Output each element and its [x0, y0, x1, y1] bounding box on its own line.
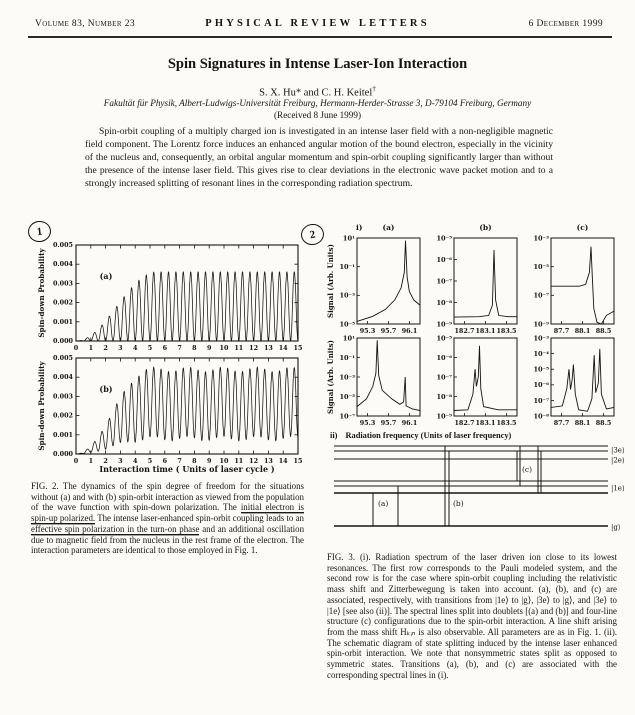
- fig2-caption-underline-1: initial electron is spin-up polarized.: [31, 502, 304, 524]
- transition-label: (c): [522, 465, 533, 474]
- y-tick-label: 0.000: [52, 450, 73, 458]
- spectrum-curve: [357, 340, 420, 410]
- spectrum-curve: [551, 247, 614, 324]
- y-tick-label: 0.005: [52, 354, 73, 362]
- spectrum-y-tick-label: 10¹: [342, 234, 355, 243]
- y-tick-label: 0.002: [52, 411, 73, 420]
- spectrum-y-tick-label: 10⁻¹: [339, 263, 355, 272]
- waveform-(a): [76, 272, 298, 341]
- x-tick-label: 6: [162, 457, 168, 465]
- x-tick-label: 8: [192, 344, 197, 352]
- x-tick-label: 4: [132, 457, 138, 465]
- spectrum-y-tick-label: 10⁻⁸: [436, 298, 452, 307]
- spectrum-y-tick-label: 10⁻⁶: [436, 353, 452, 362]
- spectrum-y-tick-label: 10⁻⁹: [436, 320, 452, 329]
- x-tick-label: 8: [192, 457, 197, 465]
- x-tick-label: 1: [88, 344, 94, 352]
- spectrum-frame: [551, 238, 614, 324]
- x-tick-label: 0: [73, 344, 79, 352]
- spectrum-y-tick-label: 10¹: [342, 334, 355, 343]
- x-tick-label: 10: [219, 344, 229, 352]
- level-label: |g⟩: [611, 523, 621, 532]
- spectrum-y-tick-label: 10⁻⁴: [533, 350, 549, 358]
- spectrum-panel-label: (a): [382, 223, 395, 232]
- paper-authors: [0, 84, 635, 99]
- transition-label: (a): [378, 499, 389, 508]
- x-tick-label: 6: [162, 344, 168, 352]
- figure-2-caption: [31, 481, 304, 556]
- spectrum-y-tick-label: 10⁻⁸: [436, 392, 452, 401]
- spectrum-y-tick-label: 10⁻¹: [339, 353, 355, 362]
- x-tick-label: 15: [293, 457, 303, 465]
- fig2-caption-text: FIG. 2. The dynamics of the spin degree of freedom for the situations without (a) and with (b) spin-orbit interaction as viewed from the population of the wave function with spin-down polarization. The: [31, 481, 304, 513]
- y-axis-title: Spin-down Probability: [37, 361, 46, 451]
- spectrum-x-tick-label: 96.1: [401, 327, 418, 335]
- x-tick-label: 12: [249, 344, 259, 352]
- spectrum-y-tick-label: 10⁻⁵: [436, 234, 452, 243]
- spectrum-y-tick-label: 10⁻⁹: [533, 320, 549, 329]
- fig3-xaxis-label-text: Radiation frequency (Units of laser frequency): [345, 431, 512, 440]
- paper-affiliation: Fakultät für Physik, Albert-Ludwigs-Universität Freiburg, Hermann-Herder-Strasse 3, D-79104 Freiburg, Germany: [103, 98, 532, 108]
- plot-frame: [76, 245, 298, 341]
- y-tick-label: 0.005: [52, 241, 73, 249]
- x-tick-label: 15: [293, 344, 303, 352]
- spectrum-x-tick-label: 87.7: [553, 327, 570, 335]
- spectrum-x-tick-label: 87.7: [553, 419, 570, 427]
- spectrum-y-tick-label: 10⁻⁸: [533, 412, 549, 421]
- journal-name: PHYSICAL REVIEW LETTERS: [205, 18, 430, 29]
- figure-3-caption: FIG. 3. (i). Radiation spectrum of the laser driven ion close to its lowest resonances. The first row corresponds to the Pauli modeled system, and the second row is for the case where spin-orbit coupling including the relativistic mass shift and Zitterbewegung is taken into account. (a), (b), and (c) are associated, respectively, with transitions from |1e⟩ to |g⟩, |3e⟩ to |g⟩, and |3e⟩ to |1e⟩ [see also (ii)]. The spectral lines split into doublets [(a) and (b)] and four-line structure (c) configurations due to the spin-orbit interaction. A line shift arising from the mass shift Hₖᵢₙ is also observable. All parameters are as in Fig. 1. (ii). The schematic diagram of state splitting induced by the intense laser enhanced spin-orbit interaction. We note that nonsymmetric states split as opposed to symmetric states. Transitions (a), (b), and (c) are associated with the corresponding spectral lines in (i).: [327, 552, 617, 680]
- fig3-xaxis-label: [330, 431, 630, 440]
- authors-text: S. X. Hu* and C. H. Keitel: [259, 87, 373, 99]
- spectrum-y-tick-label: 10⁻⁵: [533, 263, 549, 272]
- x-tick-label: 14: [278, 344, 288, 352]
- handwritten-circle-2: 2: [299, 222, 325, 247]
- fig2-caption-text-post: and an additional oscillation due to magnetic field from the nucleus in the rest frame of the electron. The interaction parameters are identical to those employed in Fig. 1.: [31, 523, 305, 556]
- x-tick-label: 14: [278, 457, 288, 465]
- spectrum-x-tick-label: 95.3: [359, 327, 376, 335]
- y-tick-label: 0.003: [52, 279, 73, 288]
- y-tick-label: 0.004: [52, 373, 73, 382]
- x-tick-label: 4: [132, 344, 138, 352]
- fig3-part-ii-label: ii): [330, 431, 338, 440]
- x-tick-label: 11: [234, 457, 244, 465]
- x-tick-label: 10: [219, 457, 229, 465]
- spectrum-y-tick-label: 10⁻⁵: [339, 392, 355, 401]
- fig3-part-i-label: i): [356, 223, 363, 232]
- spectrum-panel-label: (c): [576, 223, 589, 232]
- x-tick-label: 3: [118, 344, 123, 352]
- spectrum-frame: [454, 238, 517, 324]
- paper-abstract: Spin-orbit coupling of a multiply charged ion is investigated in an intense laser field with a non-negligible magnetic field component. The Lorentz force induces an enhanced angular motion of the bound electron, especially in the vicinity of the nucleus and, consequently, an orbital angular momentum and spin-orbit coupling significantly larger than without the presence of the intense laser field. This gives rise to clear deviations in the electronic wave packet motion and to a strongly increased splitting of resonant lines in the corresponding radiation spectrum.: [85, 126, 553, 189]
- figure-2-chart: [32, 240, 308, 480]
- spectrum-x-tick-label: 182.7: [454, 419, 475, 427]
- handwritten-circle-1: 1: [27, 220, 52, 243]
- spectrum-frame: [357, 338, 420, 416]
- x-tick-label: 1: [88, 457, 94, 465]
- spectrum-y-tick-label: 10⁻⁷: [436, 373, 452, 382]
- spectrum-y-tick-label: 10⁻⁷: [436, 277, 452, 286]
- spectrum-frame: [357, 238, 420, 324]
- plot-frame: [76, 358, 298, 454]
- spectrum-x-tick-label: 182.7: [454, 327, 475, 335]
- figure-3-level-diagram: [326, 441, 632, 533]
- x-tick-label: 0: [73, 457, 79, 465]
- transition-label: (b): [453, 499, 464, 508]
- spectrum-x-tick-label: 88.5: [595, 419, 612, 427]
- spectra-y-axis-title: Signal (Arb. Units): [326, 340, 335, 414]
- spectrum-y-tick-label: 10⁻⁶: [533, 381, 549, 390]
- x-tick-label: 5: [147, 344, 153, 352]
- level-label: |2e⟩: [611, 456, 625, 465]
- spectrum-y-tick-label: 10⁻⁷: [533, 396, 549, 405]
- panel-label: (a): [99, 271, 113, 281]
- level-label: |1e⟩: [611, 484, 625, 493]
- level-label: |3e⟩: [611, 446, 625, 455]
- y-tick-label: 0.004: [52, 260, 73, 269]
- waveform-(b): [76, 367, 298, 454]
- spectrum-y-tick-label: 10⁻⁹: [436, 412, 452, 421]
- spectrum-curve: [357, 241, 420, 322]
- spectrum-curve: [454, 346, 517, 411]
- y-tick-label: 0.001: [52, 317, 73, 326]
- x-tick-label: 2: [103, 344, 108, 352]
- x-tick-label: 13: [263, 344, 273, 352]
- x-tick-label: 2: [103, 457, 108, 465]
- received-date: (Received 8 June 1999): [274, 110, 361, 120]
- author-footnote-mark: †: [372, 84, 376, 93]
- spectrum-y-tick-label: 10⁻⁵: [339, 320, 355, 329]
- spectrum-x-tick-label: 95.3: [359, 419, 376, 427]
- y-tick-label: 0.002: [52, 298, 73, 307]
- spectrum-y-tick-label: 10⁻⁵: [533, 365, 549, 374]
- spectrum-y-tick-label: 10⁻³: [339, 291, 355, 300]
- y-tick-label: 0.001: [52, 430, 73, 439]
- spectrum-x-tick-label: 96.1: [401, 419, 418, 427]
- journal-volume: Volume 83, Number 23: [35, 19, 136, 29]
- spectrum-y-tick-label: 10⁻³: [533, 334, 549, 343]
- spectrum-y-tick-label: 10⁻⁷: [533, 291, 549, 300]
- spectrum-x-tick-label: 95.7: [380, 419, 397, 427]
- fig2-caption-text-mid: The intense laser-enhanced spin-orbit coupling leads to an: [95, 513, 304, 524]
- paper-title: Spin Signatures in Intense Laser-Ion Interaction: [167, 56, 468, 72]
- x-tick-label: 13: [263, 457, 273, 465]
- spectrum-y-tick-label: 10⁻⁶: [436, 255, 452, 264]
- spectrum-x-tick-label: 183.5: [496, 419, 517, 427]
- spectrum-frame: [454, 338, 517, 416]
- x-tick-label: 7: [177, 344, 182, 352]
- x-tick-label: 7: [177, 457, 182, 465]
- spectrum-x-tick-label: 183.1: [475, 327, 496, 335]
- spectrum-x-tick-label: 88.5: [595, 327, 612, 335]
- journal-date: 6 December 1999: [528, 19, 603, 29]
- spectrum-x-tick-label: 88.1: [574, 327, 591, 335]
- header-rule: [28, 36, 612, 38]
- spectra-y-axis-title: Signal (Arb. Units): [326, 244, 335, 318]
- spectrum-curve: [454, 250, 517, 317]
- spectrum-y-tick-label: 10⁻³: [533, 234, 549, 243]
- figure-3-spectra: [326, 220, 632, 430]
- spectrum-y-tick-label: 10⁻⁵: [436, 334, 452, 343]
- y-tick-label: 0.003: [52, 392, 73, 401]
- fig2-caption-underline-2: effective spin polarization in the turn-on phase: [31, 523, 200, 534]
- x-tick-label: 9: [206, 344, 212, 352]
- panel-label: (b): [99, 384, 113, 394]
- spectrum-x-tick-label: 95.7: [380, 327, 397, 335]
- x-tick-label: 12: [249, 457, 259, 465]
- spectrum-y-tick-label: 10⁻⁷: [339, 412, 355, 421]
- x-tick-label: 5: [147, 457, 153, 465]
- spectrum-curve: [551, 349, 614, 411]
- spectrum-x-tick-label: 183.5: [496, 327, 517, 335]
- x-tick-label: 11: [234, 344, 244, 352]
- spectrum-y-tick-label: 10⁻³: [339, 373, 355, 382]
- spectrum-x-tick-label: 183.1: [475, 419, 496, 427]
- spectrum-panel-label: (b): [479, 223, 492, 232]
- x-tick-label: 3: [118, 457, 123, 465]
- spectrum-x-tick-label: 88.1: [574, 419, 591, 427]
- x-axis-title: Interaction time ( Units of laser cycle ): [99, 464, 275, 474]
- y-axis-title: Spin-down Probability: [37, 248, 46, 338]
- x-tick-label: 9: [206, 457, 212, 465]
- y-tick-label: 0.000: [52, 337, 73, 345]
